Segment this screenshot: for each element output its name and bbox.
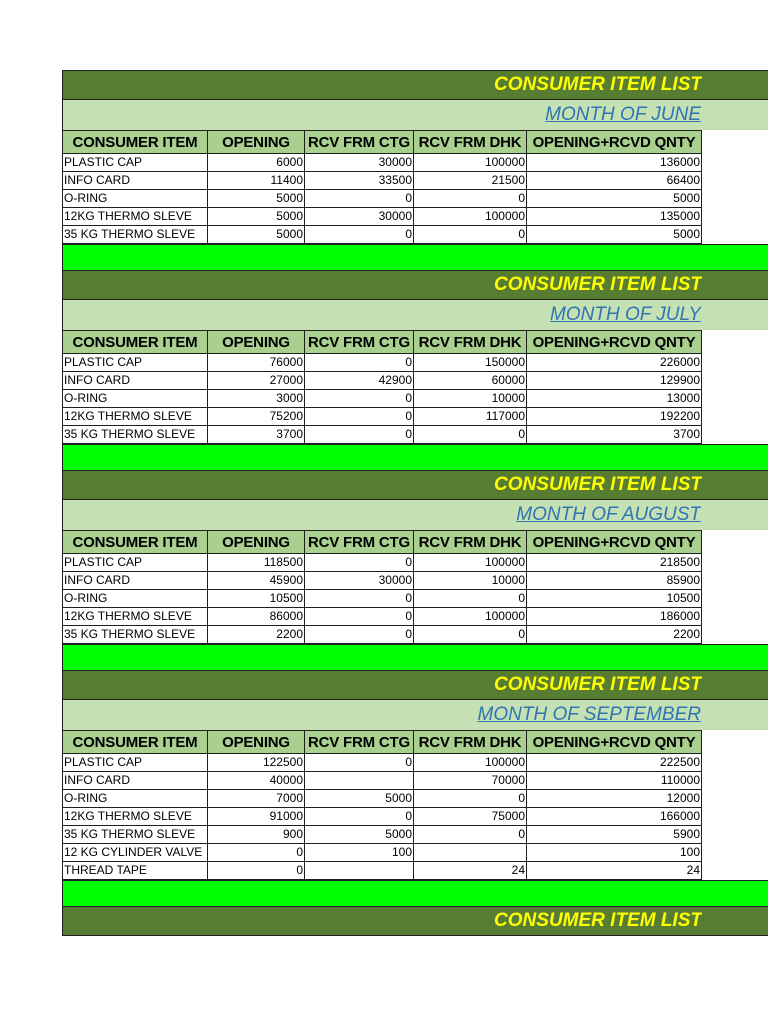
header-rcv-ctg[interactable]: RCV FRM CTG	[305, 531, 414, 554]
table-row	[63, 172, 702, 190]
header-opening[interactable]: OPENING	[208, 531, 305, 554]
cell-item[interactable]: O-RING	[63, 190, 208, 208]
header-total[interactable]: OPENING+RCVD QNTY	[527, 331, 702, 354]
cell-total[interactable]: 110000	[527, 772, 702, 790]
cell-total[interactable]: 5000	[527, 226, 702, 244]
cell-rcv-dhk[interactable]: 70000	[414, 772, 527, 790]
cell-rcv-ctg[interactable]: 0	[305, 808, 414, 826]
cell-rcv-dhk[interactable]: 0	[414, 790, 527, 808]
cell-rcv-ctg[interactable]: 5000	[305, 826, 414, 844]
table-row	[63, 426, 702, 444]
header-row	[63, 731, 702, 754]
table-row	[63, 190, 702, 208]
table-row	[63, 626, 702, 644]
cell-item[interactable]: PLASTIC CAP	[63, 754, 208, 772]
cell-total[interactable]: 192200	[527, 408, 702, 426]
cell-opening[interactable]: 3700	[208, 426, 305, 444]
header-opening[interactable]: OPENING	[208, 331, 305, 354]
cell-total[interactable]: 100	[527, 844, 702, 862]
cell-rcv-ctg[interactable]: 0	[305, 754, 414, 772]
cell-total[interactable]: 186000	[527, 608, 702, 626]
separator-row	[62, 244, 768, 270]
title-row	[62, 470, 768, 500]
header-consumer-item[interactable]: CONSUMER ITEM	[63, 731, 208, 754]
separator-row	[62, 880, 768, 906]
cell-opening[interactable]: 5000	[208, 226, 305, 244]
table-row	[63, 772, 702, 790]
cell-rcv-dhk[interactable]	[414, 844, 527, 862]
month-label: MONTH OF JUNE	[545, 104, 701, 125]
cell-rcv-dhk[interactable]: 10000	[414, 572, 527, 590]
table-row	[63, 862, 702, 880]
cell-item[interactable]: THREAD TAPE	[63, 862, 208, 880]
cell-item[interactable]: 35 KG THERMO SLEVE	[63, 626, 208, 644]
month-block-july	[62, 270, 768, 470]
item-table	[62, 130, 702, 244]
cell-total[interactable]: 13000	[527, 390, 702, 408]
cell-item[interactable]: 12KG THERMO SLEVE	[63, 408, 208, 426]
month-block-september	[62, 670, 768, 906]
sheet-title: CONSUMER ITEM LIST	[494, 910, 702, 931]
header-rcv-dhk[interactable]: RCV FRM DHK	[414, 331, 527, 354]
cell-rcv-dhk[interactable]: 24	[414, 862, 527, 880]
header-consumer-item[interactable]: CONSUMER ITEM	[63, 331, 208, 354]
header-total[interactable]: OPENING+RCVD QNTY	[527, 531, 702, 554]
cell-rcv-ctg[interactable]: 5000	[305, 790, 414, 808]
cell-rcv-ctg[interactable]: 0	[305, 590, 414, 608]
cell-total[interactable]: 2200	[527, 626, 702, 644]
cell-rcv-dhk[interactable]: 0	[414, 826, 527, 844]
cell-rcv-ctg[interactable]: 0	[305, 354, 414, 372]
cell-rcv-ctg[interactable]: 0	[305, 426, 414, 444]
header-rcv-ctg[interactable]: RCV FRM CTG	[305, 731, 414, 754]
cell-opening[interactable]: 5000	[208, 208, 305, 226]
cell-rcv-dhk[interactable]: 0	[414, 626, 527, 644]
cell-rcv-ctg[interactable]: 0	[305, 226, 414, 244]
cell-total[interactable]: 136000	[527, 154, 702, 172]
month-label: MONTH OF AUGUST	[516, 504, 701, 525]
cell-rcv-ctg[interactable]: 0	[305, 190, 414, 208]
cell-item[interactable]: PLASTIC CAP	[63, 354, 208, 372]
cell-opening[interactable]: 40000	[208, 772, 305, 790]
sheet-title: CONSUMER ITEM LIST	[494, 274, 702, 295]
item-table	[62, 530, 702, 644]
cell-total[interactable]: 12000	[527, 790, 702, 808]
header-rcv-dhk[interactable]: RCV FRM DHK	[414, 131, 527, 154]
month-row	[62, 700, 768, 730]
header-consumer-item[interactable]: CONSUMER ITEM	[63, 131, 208, 154]
title-row	[62, 70, 768, 100]
cell-opening[interactable]: 7000	[208, 790, 305, 808]
cell-opening[interactable]: 6000	[208, 154, 305, 172]
cell-rcv-ctg[interactable]: 0	[305, 608, 414, 626]
cell-rcv-ctg[interactable]: 42900	[305, 372, 414, 390]
cell-total[interactable]: 135000	[527, 208, 702, 226]
table-row	[63, 154, 702, 172]
cell-total[interactable]: 218500	[527, 554, 702, 572]
cell-opening[interactable]: 27000	[208, 372, 305, 390]
cell-opening[interactable]: 76000	[208, 354, 305, 372]
cell-rcv-ctg[interactable]: 30000	[305, 154, 414, 172]
cell-opening[interactable]: 2200	[208, 626, 305, 644]
table-row	[63, 754, 702, 772]
month-row	[62, 500, 768, 530]
header-rcv-dhk[interactable]: RCV FRM DHK	[414, 731, 527, 754]
header-consumer-item[interactable]: CONSUMER ITEM	[63, 531, 208, 554]
month-block-june	[62, 70, 768, 270]
header-total[interactable]: OPENING+RCVD QNTY	[527, 131, 702, 154]
table-row	[63, 572, 702, 590]
cell-item[interactable]: 35 KG THERMO SLEVE	[63, 226, 208, 244]
cell-total[interactable]: 10500	[527, 590, 702, 608]
cell-item[interactable]: PLASTIC CAP	[63, 154, 208, 172]
cell-total[interactable]: 129900	[527, 372, 702, 390]
cell-opening[interactable]: 10500	[208, 590, 305, 608]
header-row	[63, 131, 702, 154]
cell-total[interactable]: 222500	[527, 754, 702, 772]
table-row	[63, 208, 702, 226]
cell-item[interactable]: 12KG THERMO SLEVE	[63, 208, 208, 226]
cell-rcv-dhk[interactable]: 0	[414, 426, 527, 444]
cell-opening[interactable]: 900	[208, 826, 305, 844]
cell-rcv-ctg[interactable]: 30000	[305, 208, 414, 226]
cell-total[interactable]: 5000	[527, 190, 702, 208]
cell-total[interactable]: 66400	[527, 172, 702, 190]
table-row	[63, 226, 702, 244]
cell-rcv-dhk[interactable]: 117000	[414, 408, 527, 426]
month-label: MONTH OF SEPTEMBER	[477, 704, 701, 725]
cell-total[interactable]: 166000	[527, 808, 702, 826]
cell-rcv-ctg[interactable]: 0	[305, 408, 414, 426]
cell-total[interactable]: 24	[527, 862, 702, 880]
cell-total[interactable]: 3700	[527, 426, 702, 444]
title-row	[62, 906, 768, 936]
cell-rcv-dhk[interactable]: 75000	[414, 808, 527, 826]
table-row	[63, 372, 702, 390]
month-row	[62, 100, 768, 130]
cell-rcv-dhk[interactable]: 0	[414, 590, 527, 608]
header-opening[interactable]: OPENING	[208, 731, 305, 754]
table-row	[63, 826, 702, 844]
separator-row	[62, 444, 768, 470]
cell-item[interactable]: 12KG THERMO SLEVE	[63, 808, 208, 826]
cell-opening[interactable]: 75200	[208, 408, 305, 426]
cell-rcv-dhk[interactable]: 150000	[414, 354, 527, 372]
cell-rcv-ctg[interactable]	[305, 862, 414, 880]
cell-rcv-ctg[interactable]: 33500	[305, 172, 414, 190]
cell-rcv-ctg[interactable]: 30000	[305, 572, 414, 590]
header-row	[63, 331, 702, 354]
separator-row	[62, 644, 768, 670]
cell-rcv-dhk[interactable]: 100000	[414, 754, 527, 772]
cell-rcv-ctg[interactable]: 0	[305, 554, 414, 572]
cell-opening[interactable]: 5000	[208, 190, 305, 208]
title-row	[62, 270, 768, 300]
cell-item[interactable]: 35 KG THERMO SLEVE	[63, 426, 208, 444]
cell-item[interactable]: INFO CARD	[63, 772, 208, 790]
header-opening[interactable]: OPENING	[208, 131, 305, 154]
cell-item[interactable]: 12KG THERMO SLEVE	[63, 608, 208, 626]
month-block-next	[62, 906, 768, 936]
cell-rcv-dhk[interactable]: 10000	[414, 390, 527, 408]
table-row	[63, 408, 702, 426]
cell-total[interactable]: 5900	[527, 826, 702, 844]
header-rcv-ctg[interactable]: RCV FRM CTG	[305, 131, 414, 154]
cell-item[interactable]: 35 KG THERMO SLEVE	[63, 826, 208, 844]
header-rcv-ctg[interactable]: RCV FRM CTG	[305, 331, 414, 354]
month-label: MONTH OF JULY	[550, 304, 701, 325]
cell-item[interactable]: O-RING	[63, 390, 208, 408]
month-row	[62, 300, 768, 330]
sheet-title: CONSUMER ITEM LIST	[494, 74, 702, 95]
cell-item[interactable]: PLASTIC CAP	[63, 554, 208, 572]
cell-item[interactable]: INFO CARD	[63, 172, 208, 190]
month-block-august	[62, 470, 768, 670]
sheet-title: CONSUMER ITEM LIST	[494, 674, 702, 695]
cell-rcv-dhk[interactable]: 60000	[414, 372, 527, 390]
header-row	[63, 531, 702, 554]
cell-rcv-ctg[interactable]: 100	[305, 844, 414, 862]
cell-item[interactable]: O-RING	[63, 590, 208, 608]
spreadsheet	[62, 70, 768, 936]
cell-opening[interactable]: 91000	[208, 808, 305, 826]
item-table	[62, 730, 702, 880]
table-row	[63, 390, 702, 408]
header-rcv-dhk[interactable]: RCV FRM DHK	[414, 531, 527, 554]
table-row	[63, 354, 702, 372]
table-row	[63, 554, 702, 572]
cell-rcv-ctg[interactable]	[305, 772, 414, 790]
cell-item[interactable]: INFO CARD	[63, 572, 208, 590]
table-row	[63, 790, 702, 808]
cell-opening[interactable]: 86000	[208, 608, 305, 626]
table-row	[63, 844, 702, 862]
cell-opening[interactable]: 122500	[208, 754, 305, 772]
cell-opening[interactable]: 0	[208, 844, 305, 862]
title-row	[62, 670, 768, 700]
cell-rcv-dhk[interactable]: 0	[414, 190, 527, 208]
cell-rcv-dhk[interactable]: 100000	[414, 154, 527, 172]
cell-item[interactable]: O-RING	[63, 790, 208, 808]
cell-total[interactable]: 226000	[527, 354, 702, 372]
table-row	[63, 590, 702, 608]
cell-opening[interactable]: 45900	[208, 572, 305, 590]
item-table	[62, 330, 702, 444]
cell-total[interactable]: 85900	[527, 572, 702, 590]
cell-rcv-dhk[interactable]: 100000	[414, 208, 527, 226]
cell-opening[interactable]: 11400	[208, 172, 305, 190]
cell-rcv-dhk[interactable]: 100000	[414, 554, 527, 572]
header-total[interactable]: OPENING+RCVD QNTY	[527, 731, 702, 754]
table-row	[63, 608, 702, 626]
cell-rcv-ctg[interactable]: 0	[305, 626, 414, 644]
cell-item[interactable]: 12 KG CYLINDER VALVE	[63, 844, 208, 862]
cell-rcv-ctg[interactable]: 0	[305, 390, 414, 408]
table-row	[63, 808, 702, 826]
cell-rcv-dhk[interactable]: 0	[414, 226, 527, 244]
cell-opening[interactable]: 0	[208, 862, 305, 880]
cell-opening[interactable]: 3000	[208, 390, 305, 408]
cell-rcv-dhk[interactable]: 100000	[414, 608, 527, 626]
cell-opening[interactable]: 118500	[208, 554, 305, 572]
cell-item[interactable]: INFO CARD	[63, 372, 208, 390]
cell-rcv-dhk[interactable]: 21500	[414, 172, 527, 190]
sheet-title: CONSUMER ITEM LIST	[494, 474, 702, 495]
